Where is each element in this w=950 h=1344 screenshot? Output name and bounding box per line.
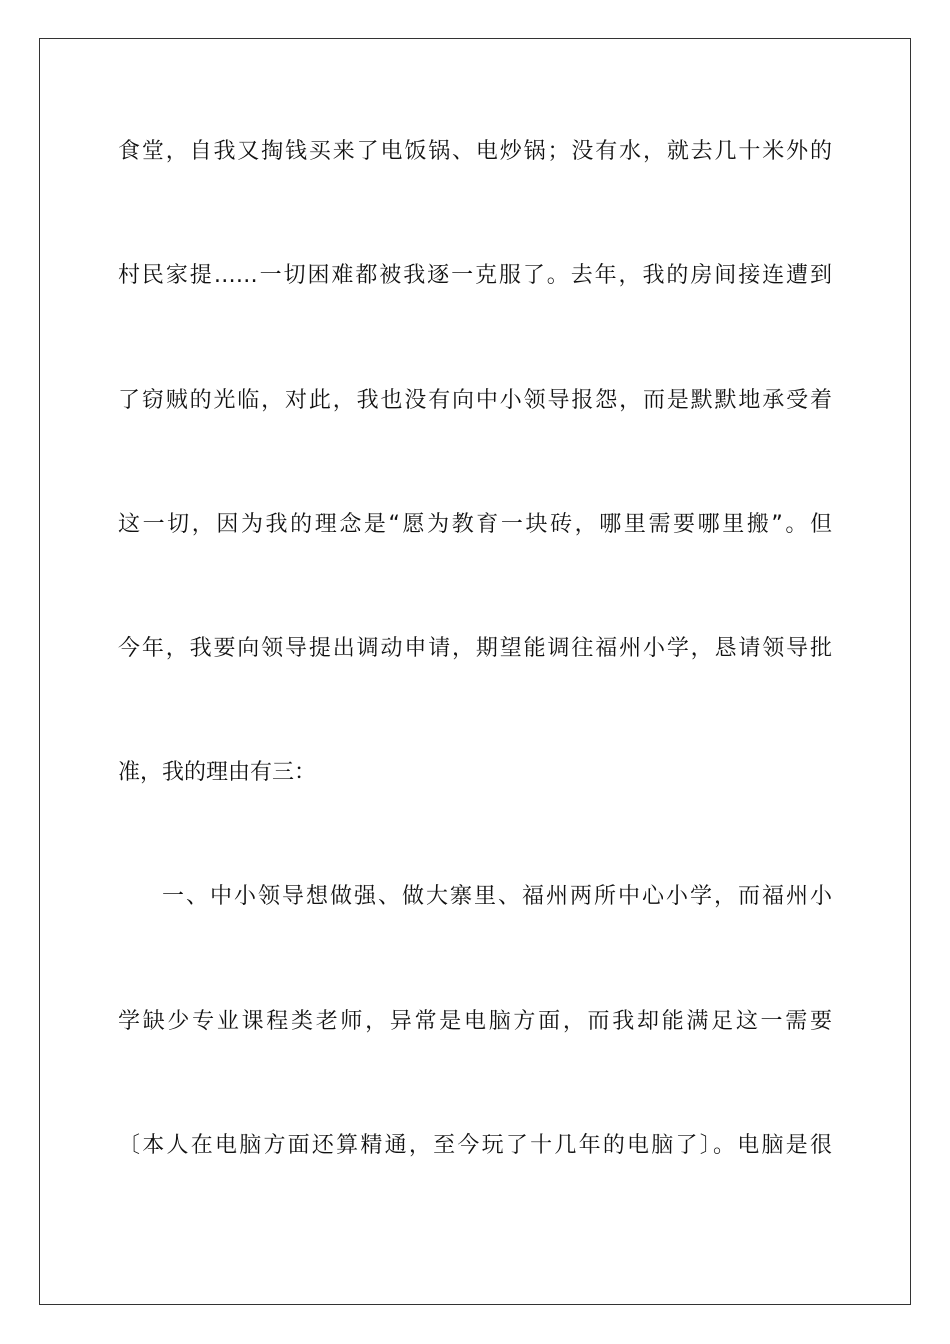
- paragraph-line: 今年，我要向领导提出调动申请，期望能调往福州小学，恳请领导批: [118, 636, 832, 661]
- paragraph-line: 食堂，自我又掏钱买来了电饭锅、电炒锅；没有水，就去几十米外的: [118, 139, 832, 164]
- paragraph-line: 一、中小领导想做强、做大寨里、福州两所中心小学，而福州小: [162, 884, 832, 909]
- page-border: [39, 38, 911, 1305]
- paragraph-line: 准，我的理由有三：: [118, 760, 317, 785]
- paragraph-line: 这一切，因为我的理念是“愿为教育一块砖，哪里需要哪里搬”。但: [118, 512, 832, 537]
- paragraph-line: 村民家提……一切困难都被我逐一克服了。去年，我的房间接连遭到: [118, 263, 832, 288]
- paragraph-line: 学缺少专业课程类老师，异常是电脑方面，而我却能满足这一需要: [118, 1009, 832, 1034]
- paragraph-line: 了窃贼的光临，对此，我也没有向中小领导报怨，而是默默地承受着: [118, 388, 832, 413]
- paragraph-line: 〔本人在电脑方面还算精通，至今玩了十几年的电脑了〕。电脑是很: [118, 1133, 832, 1158]
